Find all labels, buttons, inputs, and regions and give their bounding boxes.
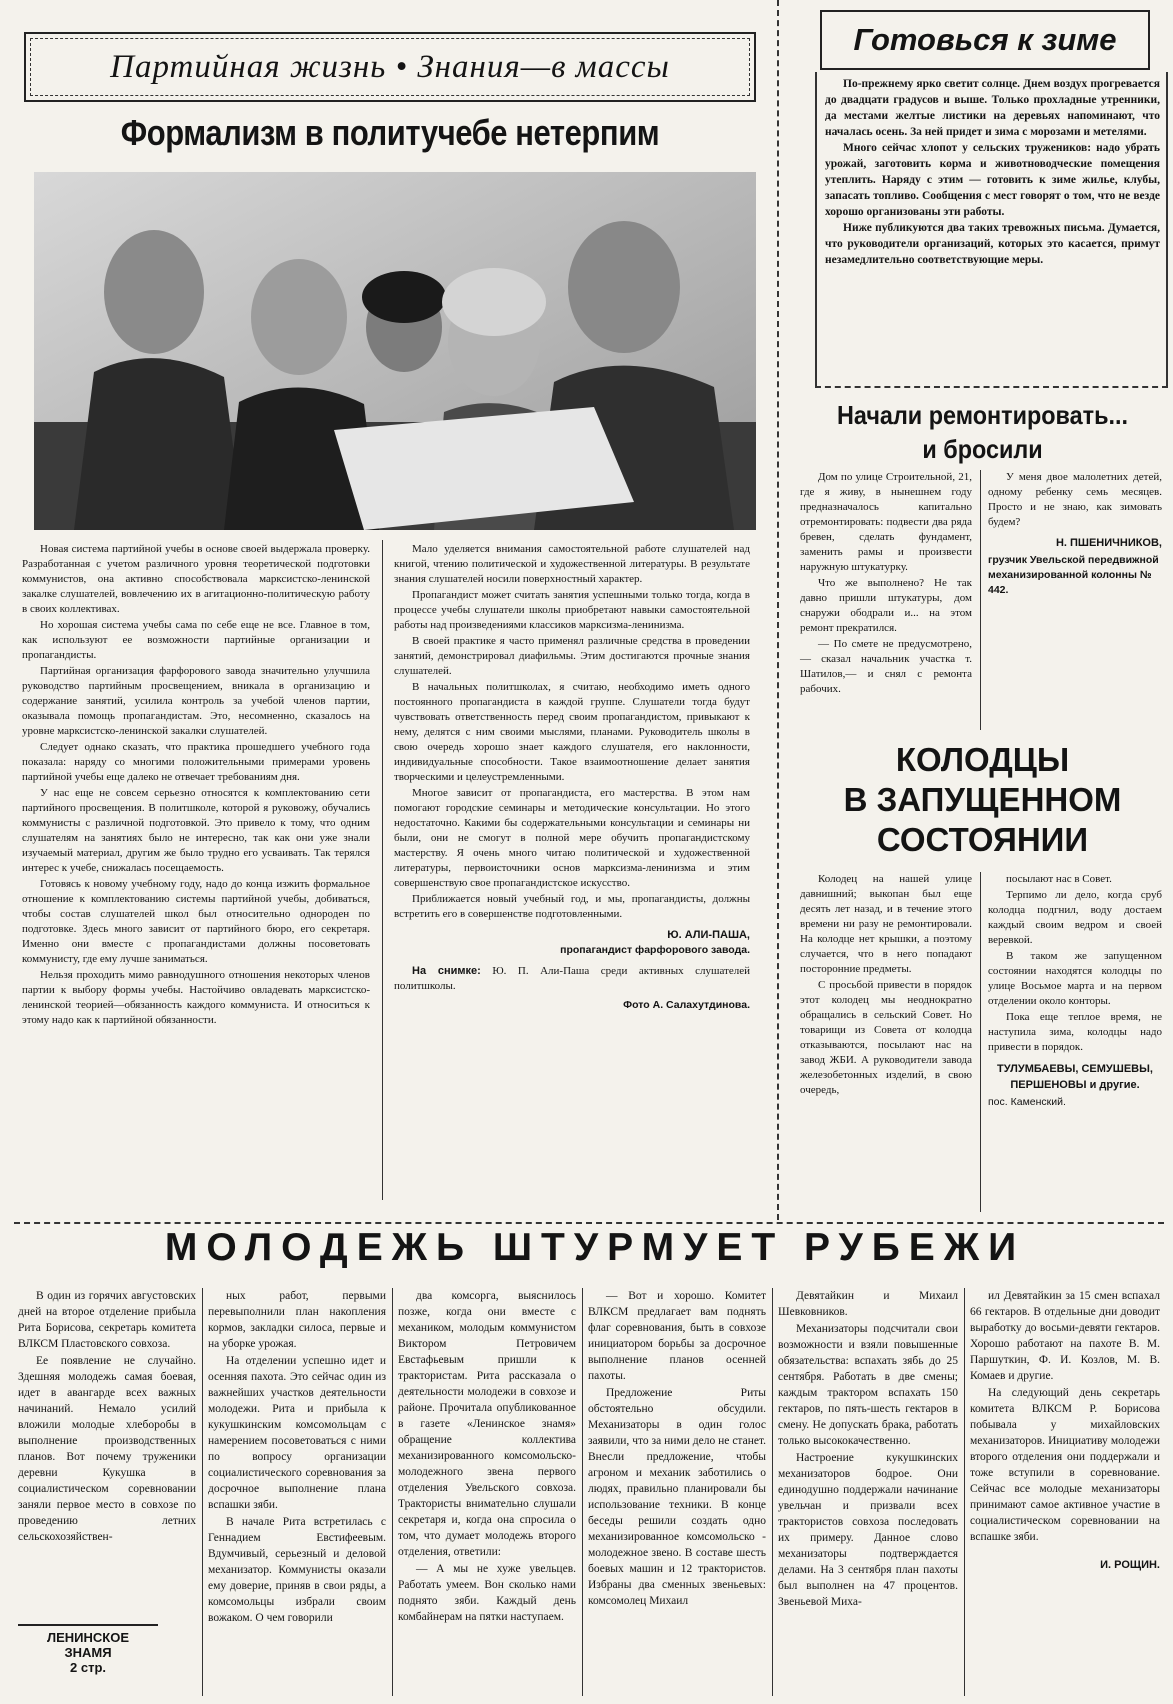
photo-caption — [394, 964, 750, 994]
masthead-page: 2 стр. — [70, 1660, 106, 1675]
caption-text: Ю. П. Али-Паша среди активных слушателей политшколы. — [394, 965, 751, 992]
paragraph: Партийная организация фарфорового завода значительно улучшила руководство партийным просвещением, вникала в организацию и содержание занятий, усилила контроль за учебой членов партии, оказывала помощь пропагандистам. Это, несомненно, сказалось на уровне марксистско-ленинской закалки слушателей. — [22, 665, 370, 737]
paragraph: В начале Рита встретилась с Геннадием Евстифеевым. Вдумчивый, серьезный и деловой механизатор. Коммунисты оказали ему доверие, приняв в свои ряды, а комсомольцы избрали своим вожаком. О чем говорили — [208, 1516, 386, 1624]
paragraph: Колодец на нашей улице давнишний; выкопан был еще десять лет назад, и в течение этого времени ни разу не ремонтировали. На колодце нет крышки, а поэтому случается, что в него попадают посторонние предметы. — [800, 873, 972, 975]
paragraph: Механизаторы подсчитали свои возможности и взяли повышенные обязательства: вспахать зябь до 25 сентября. Работать в две смены; каждым трактором вспахать 150 гектаров, по пять-шесть гектаров в смену. Не допускать брака, работать только высококачественно. — [778, 1323, 958, 1447]
column-divider — [964, 1288, 965, 1696]
signature: И. РОЩИН. — [1100, 1559, 1160, 1571]
paragraph: Терпимо ли дело, когда сруб колодца подгнил, воду достаем каждый своим ведром и своей веревкой. — [988, 889, 1162, 946]
wells-headline-line: КОЛОДЦЫ — [895, 741, 1070, 778]
paragraph: ил Девятайкин за 15 смен вспахал 66 гектаров. В отдельные дни доводит выработку до восьми-девяти гектаров. Хорошо работают на пахоте В. М. Паршуткин, Ф. И. Козлов, М. В. Комаев и другие. — [970, 1290, 1160, 1382]
paragraph: Мало уделяется внимания самостоятельной работе слушателей над книгой, чтению политической и художественной литературы. В результате знания слушателей носили поверхностный характер. — [394, 543, 750, 585]
paragraph: Новая система партийной учебы в основе своей выдержала проверку. Разработанная с учетом различного уровня теоретической подготовки коммунистов, она активно способствовала марксистско-ленинской закалке слушателей, вовлечению их в агитационно-политическую работу в своих коллективах. — [22, 543, 370, 615]
section-separator — [777, 0, 783, 1220]
paragraph: По-прежнему ярко светит солнце. Днем воздух прогревается до двадцати градусов и выше. Только прохладные утренники, да местами желтые листики на деревьях напоминают, что началась осень. За ней придет и зима с морозами и метелями. — [825, 78, 1160, 138]
paragraph: Девятайкин и Михаил Шевковников. — [778, 1290, 958, 1318]
repair-headline — [818, 398, 1147, 466]
paragraph: Готовясь к новому учебному году, надо до конца изжить формальное отношение к комплектованию системы партийной учебы, добиваться, чтобы состав слушателей школ был относительно однороден по подготовке. Здесь много зависит от партийного бюро, его секретаря. Именно они вместе с пропагандистами должны посоветовать коммунисту, где ему лучше заниматься. — [22, 878, 370, 965]
paragraph: Но хорошая система учебы сама по себе еще не все. Главное в том, как используют ее возможности партийные организации и пропагандисты. — [22, 619, 370, 661]
paragraph: ных работ, первыми перевыполнили план накопления кормов, закладки силоса, первые и на уборке урожая. — [208, 1290, 386, 1350]
paragraph: Много сейчас хлопот у сельских тружеников: надо убрать урожай, заготовить корма и животноводческие помещения утеплить. Наряду с этим — готовить к зиме жилье, клубы, запасать топливо. Сообщения с мест говорят о том, что не везде хорошо организованы эти работы. — [825, 142, 1160, 218]
photo-credit: Фото А. Салахутдинова. — [623, 999, 750, 1011]
repair-column-2 — [988, 470, 1162, 598]
article-column-1 — [22, 542, 370, 1029]
paragraph: Многое зависит от пропагандиста, его мастерства. В этом нам помогают городские семинары и методические консультации. Но этого недостаточно. Какими бы содержательными консультации и семинары ни были, они не смогут в полной мере обучить пропагандистскому мастерству. Я очень много читаю политической и художественной литературы, первоисточники основ марксизма-ленинизма и этим совершенствую свое пропагандистское искусство. — [394, 787, 750, 889]
column-divider — [980, 470, 981, 730]
column-divider — [392, 1288, 393, 1696]
signature-place: пос. Каменский. — [988, 1096, 1066, 1108]
paragraph: Дом по улице Строительной, 21, где я живу, в нынешнем году предназначалось капитально отремонтировать: подвести два ряда бревен, сделать фундамент, заменить рамы и произвести наружную штукатурку. — [800, 471, 972, 573]
article-headline: Формализм в политучебе нетерпим — [120, 112, 660, 153]
paragraph: Пока еще теплое время, не наступила зима, колодцы надо привести в порядок. — [988, 1011, 1162, 1053]
signature: Н. ПШЕНИЧНИКОВ, — [1055, 537, 1162, 549]
masthead-line: ЛЕНИНСКОЕ — [46, 1630, 130, 1645]
wells-column-2 — [988, 872, 1162, 1110]
repair-column-1 — [800, 470, 972, 698]
paragraph: Ее появление не случайно. Здешняя молодежь самая боевая, идет в авангарде всех важных начинаний. Немало усилий вложили молодые хлеборобы в выполнение производственных планов. Вот почему труженики деревни Кукушка в социалистическом соревновании заняли первое место в совхозе по проведению летних сельскохозяйствен- — [18, 1355, 196, 1543]
wells-headline-line: СОСТОЯНИИ — [876, 821, 1089, 858]
signature-role: грузчик Увельской передвижной механизированной колонны № 442. — [988, 554, 1159, 596]
signature: Ю. АЛИ-ПАША, — [667, 929, 750, 941]
paragraph: На отделении успешно идет и осенняя пахота. Это сейчас один из важнейших участков деятельности молодежи. Рита и прибыла к кукушкинским комсомольцам с намерением посоветоваться с ними по вопросу организации социалистического соревнования за досрочное выполнение плана вспашки зяби. — [208, 1355, 386, 1511]
paragraph: С просьбой привести в порядок этот колодец мы неоднократно обращались в сельский Совет. Но товарищи из Совета от колодца отказываются, посылают нас на завод ЖБИ. А руководители завода железобетонных изделий, в свою очередь, — [800, 979, 972, 1096]
paragraph: Ниже публикуются два таких тревожных письма. Думается, что руководители организаций, которых это касается, примут незамедлительно соответствующие меры. — [825, 222, 1160, 266]
paragraph: Приближается новый учебный год, и мы, пропагандисты, должны встретить его в совершенстве подготовленными. — [394, 893, 750, 920]
paragraph: Предложение Риты обстоятельно обсудили. Механизаторы в один голос заявили, что за ними дело не станет. Внесли предложение, чтобы агроном и механик заботились о людях, правильно планировали бы использование техники. В конце беседы решили создать одно механизированное комсомольско - молодежное звено. В составе шесть боевых машин и 12 трактористов. Избраны два сменных звеньевых: комсомолец Михаил — [588, 1387, 766, 1607]
paragraph: Нельзя проходить мимо равнодушного отношения некоторых членов партии к выбору формы учебы. Настойчиво овладевать марксистско-ленинской теорией—обязанность каждого коммуниста. И относиться к этому надо как к партийной обязанности. — [22, 969, 370, 1026]
youth-column-1 — [18, 1288, 196, 1546]
youth-column-5 — [778, 1288, 958, 1611]
signature-role: пропагандист фарфорового завода. — [560, 944, 750, 956]
photo-image — [34, 172, 756, 530]
paragraph: — По смете не предусмотрено,— сказал начальник участка т. Шатилов,— и снял с ремонта рабочих. — [800, 638, 972, 695]
youth-column-6 — [970, 1288, 1160, 1573]
section-rubric — [24, 32, 756, 102]
youth-headline: МОЛОДЕЖЬ ШТУРМУЕТ РУБЕЖИ — [164, 1226, 1026, 1269]
signature: ТУЛУМБАЕВЫ, СЕМУШЕВЫ, ПЕРШЕНОВЫ и другие. — [997, 1063, 1153, 1091]
paragraph: Что же выполнено? Не так давно пришли штукатуры, дом снаружи ободрали и... на этом ремонт прекратился. — [800, 577, 972, 634]
paragraph: Настроение кукушкинских механизаторов бодрое. Они единодушно поддержали начинание увельчан и призвали всех трактористов совхоза последовать их примеру. Данное слово механизаторы подтверждается делами. На 3 сентября план пахоты был выполнен на 47 процентов. Звеньевой Миха- — [778, 1452, 958, 1608]
youth-column-2 — [208, 1288, 386, 1627]
column-divider — [382, 540, 383, 1200]
paragraph: На следующий день секретарь комитета ВЛКСМ Р. Борисова побывала у михайловских механизаторов. Инициативу молодежи второго отделения они поддержали и тоже вступили в соревнование. Сейчас все молодые механизаторы принимают самое активное участие в социалистическом соревновании на вспашке зяби. — [970, 1387, 1160, 1543]
paragraph: Следует однако сказать, что практика прошедшего учебного года показала: наряду со многими положительными примерами уровень партийной учебы еще далеко не отвечает требованиям дня. — [22, 741, 370, 783]
winter-section-title: Готовься к зиме — [820, 10, 1150, 70]
repair-headline-line: Начали ремонтировать... — [837, 400, 1128, 430]
column-divider — [202, 1288, 203, 1696]
rubric-text: Партийная жизнь • Знания—в массы — [30, 38, 750, 96]
paragraph: У меня двое малолетних детей, одному ребенку семь месяцев. Просто и не знаю, как зимовать будем? — [988, 471, 1162, 528]
column-divider — [772, 1288, 773, 1696]
paragraph: У нас еще не совсем серьезно относятся к комплектованию сети партийного просвещения. В политшколе, которой я руковожу, обучались коммунисты с различной подготовкой. Это привело к тому, что одним слушателям на занятиях было не интересно, так как они уже знали изучаемый материал, другим же было трудно его усваивать. Так терялся интерес к учебе, снижалась посещаемость. — [22, 787, 370, 874]
paragraph: два комсорга, выяснилось позже, когда они вместе с механиком, молодым коммунистом Виктором Петровичем Евстафьевым пришли к трактористам. Рита рассказала о деятельности молодежи в совхозе и районе. Прочитала опубликованное в газете «Ленинское знамя» обращение коллектива механизированного комсомольско-молодежного звена первого отделения Увельского совхоза. Трактористы внимательно слушали секретаря и, когда она спросила о том, что думает молодежь второго отделения, ответили: — [398, 1290, 576, 1558]
wells-headline-line: В ЗАПУЩЕННОМ — [843, 781, 1122, 818]
winter-lead — [825, 76, 1160, 268]
paragraph: — Вот и хорошо. Комитет ВЛКСМ предлагает вам поднять флаг соревнования, быть в совхозе инициатором борьбы за досрочное выполнение планов осенней пахоты. — [588, 1290, 766, 1382]
wells-column-1 — [800, 872, 972, 1099]
youth-column-4 — [588, 1288, 766, 1610]
masthead — [18, 1624, 158, 1675]
paragraph: В своей практике я часто применял различные средства в проведении занятий, демонстрировал диафильмы. Этим достигаются прочные знания слушателей. — [394, 635, 750, 677]
paragraph: — А мы не хуже увельцев. Работать умеем. Вон сколько нами поднято зяби. Каждый день комбайнерам на пятки наступаем. — [398, 1563, 576, 1623]
column-divider — [980, 872, 981, 1212]
news-photo — [34, 172, 756, 530]
column-divider — [582, 1288, 583, 1696]
paragraph: В таком же запущенном состоянии находятся колодцы по улице Восьмое марта и на первом отделении около конторы. — [988, 950, 1162, 1007]
paragraph: Пропагандист может считать занятия успешными только тогда, когда в процессе учебы слушатели школы приобретают навыки самостоятельной работы над произведениями классиков марксизма-ленинизма. — [394, 589, 750, 631]
masthead-line: ЗНАМЯ — [64, 1645, 112, 1660]
caption-label: На снимке: — [412, 965, 481, 977]
youth-column-3 — [398, 1288, 576, 1626]
paragraph: В один из горячих августовских дней на второе отделение прибыла Рита Борисова, секретарь комитета ВЛКСМ Пластовского совхоза. — [18, 1290, 196, 1350]
paragraph: В начальных политшколах, я считаю, необходимо иметь одного постоянного пропагандиста в каждой группе. Слушатели тогда будут чувствовать ответственность перед своим пропагандистом, привыкают к нему, делятся с ним своими мыслями, планами. Руководитель школы в свою очередь хорошо знает каждого слушателя, его наклонности, индивидуальные способности. Такое взаимоотношение делает занятия творческими и целеустремленными. — [394, 681, 750, 783]
repair-headline-line: и бросили — [922, 434, 1043, 464]
paragraph: посылают нас в Совет. — [1006, 873, 1112, 885]
wells-headline — [800, 740, 1165, 860]
article-column-2 — [394, 542, 750, 1013]
